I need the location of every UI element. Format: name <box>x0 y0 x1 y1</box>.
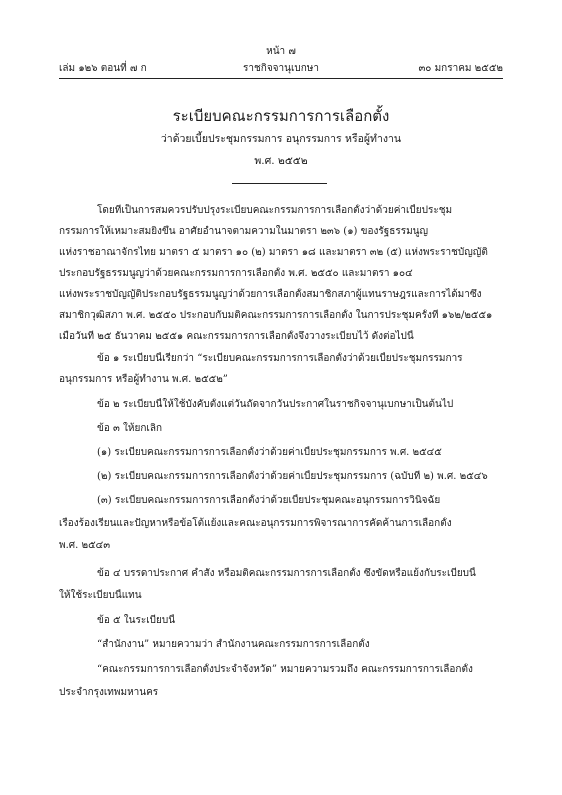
body-line: กรรมการให้เหมาะสมยิ่งขึ้น อาศัยอำนาจตามความในมาตรา ๒๓๖ (๑) ของรัฐธรรมนูญ <box>59 226 429 237</box>
body-line: แห่งราชอาณาจักรไทย มาตรา ๕ มาตรา ๑๐ (๒) มาตรา ๑๘ และมาตรา ๓๒ (๕) แห่งพระราชบัญญัติ <box>59 247 488 258</box>
clause-line: ข้อ ๒ ระเบียบนี้ให้ใช้บังคับตั้งแต่วันถัดจากวันประกาศในราชกิจจานุเบกษาเป็นต้นไป <box>97 399 454 410</box>
header-divider <box>59 78 503 79</box>
body-line: แห่งพระราชบัญญัติประกอบรัฐธรรมนูญว่าด้วยการเลือกตั้งสมาชิกสภาผู้แทนราษฎรและการได้มาซึ่ง <box>59 289 482 300</box>
publication-date: ๓๐ มกราคม ๒๕๕๒ <box>418 63 503 74</box>
sub-item-line: (๑) ระเบียบคณะกรรมการการเลือกตั้งว่าด้วยค่าเบี้ยประชุมกรรมการ พ.ศ. ๒๕๔๕ <box>97 447 442 458</box>
body-line: ประจำกรุงเทพมหานคร <box>59 687 159 698</box>
page-number: หน้า ๗ <box>266 46 296 57</box>
clause-line: ข้อ ๑ ระเบียบนี้เรียกว่า “ระเบียบคณะกรรมการการเลือกตั้งว่าด้วยเบี้ยประชุมกรรมการ <box>97 353 463 364</box>
sub-item-line: (๒) ระเบียบคณะกรรมการการเลือกตั้งว่าด้วยค่าเบี้ยประชุมกรรมการ (ฉบับที่ ๒) พ.ศ. ๒๕๔๖ <box>97 471 488 482</box>
body-line: สมาชิกวุฒิสภา พ.ศ. ๒๕๕๐ ประกอบกับมติคณะกรรมการการเลือกตั้ง ในการประชุมครั้งที่ ๑๖๒/๒๕๕๑ <box>59 310 493 321</box>
body-line: ให้ใช้ระเบียบนี้แทน <box>59 590 142 601</box>
sub-item-line: (๓) ระเบียบคณะกรรมการการเลือกตั้งว่าด้วยเบี้ยประชุมคณะอนุกรรมการวินิจฉัย <box>97 495 441 506</box>
volume-issue: เล่ม ๑๒๖ ตอนที่ ๗ ก <box>59 63 147 74</box>
definition-line: “สำนักงาน” หมายความว่า สำนักงานคณะกรรมการการเลือกตั้ง <box>97 639 370 650</box>
clause-line: ข้อ ๕ ในระเบียบนี้ <box>97 615 176 626</box>
clause-line: ข้อ ๓ ให้ยกเลิก <box>97 423 163 434</box>
document-subtitle: ว่าด้วยเบี้ยประชุมกรรมการ อนุกรรมการ หรือผู้ทำงาน <box>160 133 402 145</box>
document-title: ระเบียบคณะกรรมการการเลือกตั้ง <box>172 107 390 125</box>
body-line: เรื่องร้องเรียนและปัญหาหรือข้อโต้แย้งและคณะอนุกรรมการพิจารณาการคัดค้านการเลือกตั้ง <box>59 518 452 529</box>
title-divider <box>232 183 327 184</box>
body-line: ประกอบรัฐธรรมนูญว่าด้วยคณะกรรมการการเลือกตั้ง พ.ศ. ๒๕๕๐ และมาตรา ๑๐๔ <box>59 268 413 279</box>
clause-line: ข้อ ๔ บรรดาประกาศ คำสั่ง หรือมติคณะกรรมการการเลือกตั้ง ซึ่งขัดหรือแย้งกับระเบียบนี้ <box>97 568 476 579</box>
body-line: โดยที่เป็นการสมควรปรับปรุงระเบียบคณะกรรมการการเลือกตั้งว่าด้วยค่าเบี้ยประชุม <box>97 205 453 216</box>
document-year: พ.ศ. ๒๕๕๒ <box>254 155 308 167</box>
body-line: พ.ศ. ๒๕๔๓ <box>59 540 111 551</box>
body-line: เมื่อวันที่ ๒๕ ธันวาคม ๒๕๕๑ คณะกรรมการการเลือกตั้งจึงวางระเบียบไว้ ดังต่อไปนี้ <box>59 331 414 342</box>
body-line: อนุกรรมการ หรือผู้ทำงาน พ.ศ. ๒๕๕๒” <box>59 374 228 385</box>
gazette-header <box>59 61 503 75</box>
definition-line: “คณะกรรมการการเลือกตั้งประจำจังหวัด” หมายความรวมถึง คณะกรรมการการเลือกตั้ง <box>97 664 473 675</box>
publication-name: ราชกิจจานุเบกษา <box>242 63 320 74</box>
